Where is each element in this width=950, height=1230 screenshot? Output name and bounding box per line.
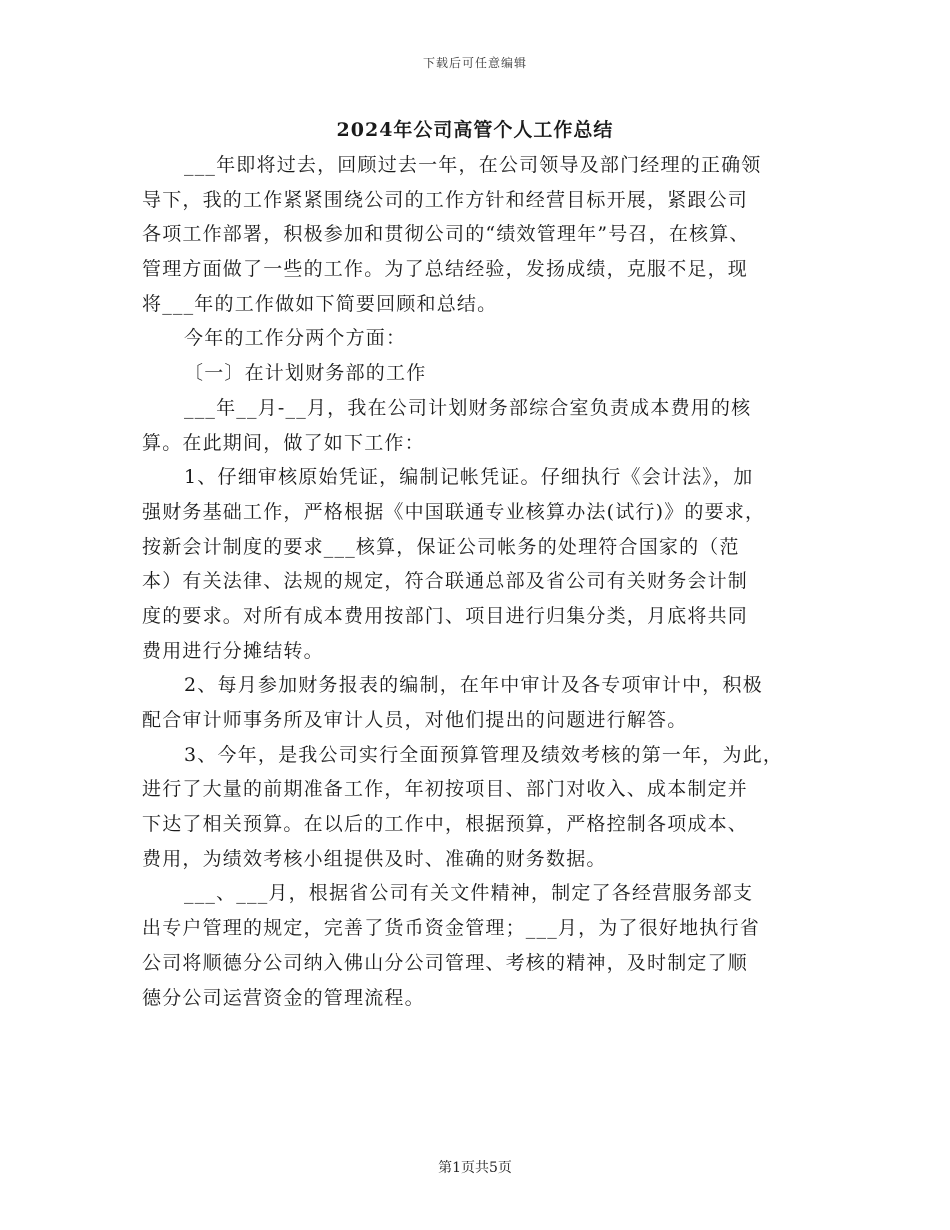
body-line: 各项工作部署，积极参加和贯彻公司的“绩效管理年”号召，在核算、 [142, 223, 750, 246]
body-line: ___年即将过去，回顾过去一年，在公司领导及部门经理的正确领 [184, 154, 762, 176]
body-line: 管理方面做了一些的工作。为了总结经验，发扬成绩，克服不足，现 [142, 258, 749, 281]
document-title: 2024年公司高管个人工作总结 [336, 119, 614, 141]
body-line: 2、每月参加财务报表的编制，在年中审计及各专项审计中，积极 [184, 674, 763, 697]
document-body [142, 148, 820, 1015]
page-footer: 第1页共5页 [438, 1160, 512, 1176]
header-note: 下载后可任意编辑 [422, 56, 527, 70]
body-line: ___年__月-__月，我在公司计划财务部综合室负责成本费用的核 [184, 396, 752, 419]
body-line: 3、今年，是我公司实行全面预算管理及绩效考核的第一年，为此， [184, 743, 784, 766]
body-line: 费用进行分摊结转。 [142, 639, 324, 662]
body-line: 公司将顺德分公司纳入佛山分公司管理、考核的精神，及时制定了顺 [142, 951, 749, 974]
body-line: 〔一〕在计划财务部的工作 [184, 362, 427, 385]
body-line: 导下，我的工作紧紧围绕公司的工作方针和经营目标开展，紧跟公司 [142, 188, 749, 211]
body-line: 本）有关法律、法规的规定，符合联通总部及省公司有关财务会计制 [142, 570, 749, 593]
body-line: 德分公司运营资金的管理流程。 [142, 986, 425, 1009]
body-line: 费用，为绩效考核小组提供及时、准确的财务数据。 [142, 847, 607, 870]
body-line: 强财务基础工作，严格根据《中国联通专业核算办法(试行)》的要求， [142, 500, 766, 523]
body-line: ___、___月，根据省公司有关文件精神，制定了各经营服务部支 [184, 882, 754, 905]
body-line: 度的要求。对所有成本费用按部门、项目进行归集分类，月底将共同 [142, 604, 749, 627]
body-line: 出专户管理的规定，完善了货币资金管理；___月，为了很好地执行省 [142, 917, 760, 940]
body-line: 配合审计师事务所及审计人员，对他们提出的问题进行解答。 [142, 709, 688, 731]
body-line: 1、仔细审核原始凭证，编制记帐凭证。仔细执行《会计法》，加 [184, 466, 754, 489]
body-line: 今年的工作分两个方面： [184, 327, 407, 350]
body-line: 下达了相关预算。在以后的工作中，根据预算，严格控制各项成本、 [142, 813, 749, 836]
body-line: 按新会计制度的要求___核算，保证公司帐务的处理符合国家的（范 [142, 535, 740, 558]
body-line: 进行了大量的前期准备工作，年初按项目、部门对收入、成本制定并 [142, 778, 749, 801]
body-line: 将___年的工作做如下简要回顾和总结。 [142, 292, 498, 315]
body-line: 算。在此期间，做了如下工作： [142, 431, 425, 454]
